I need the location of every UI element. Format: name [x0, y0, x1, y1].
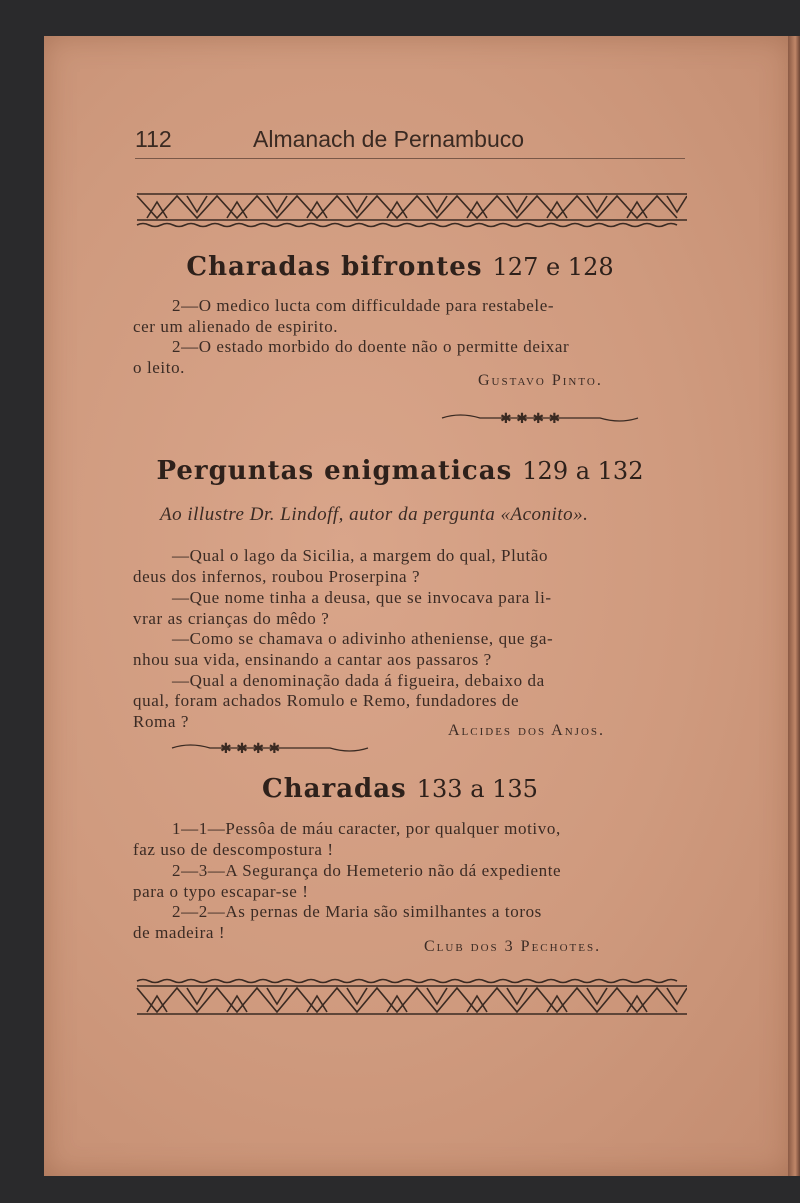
ornament-divider	[440, 410, 640, 426]
svg-text:✱ ✱ ✱ ✱: ✱ ✱ ✱ ✱	[500, 411, 561, 426]
text-line: 2—3—A Segurança do Hemeterio não dá expediente	[172, 861, 562, 880]
text-line: —Qual o lago da Sicilia, a margem do qual, Plutão	[172, 546, 549, 565]
text-line: vrar as crianças do mêdo ?	[133, 609, 330, 628]
decorative-border-bottom	[135, 978, 687, 1018]
ornament-divider	[170, 740, 370, 756]
text-line: faz uso de descompostura !	[133, 840, 334, 859]
text-line: 2—2—As pernas de Maria são similhantes a toros	[172, 902, 542, 921]
running-title: Almanach de Pernambuco	[253, 126, 525, 152]
svg-text:✱ ✱ ✱ ✱: ✱ ✱ ✱ ✱	[220, 741, 281, 756]
text-line: nhou sua vida, ensinando a cantar aos passaros ?	[133, 650, 492, 669]
text-line: 2—O estado morbido do doente não o permitte deixar	[172, 337, 570, 356]
text-line: 1—1—Pessôa de máu caracter, por qualquer motivo,	[172, 819, 561, 838]
dedication: Ao illustre Dr. Lindoff, autor da pergunta «Aconito».	[160, 504, 589, 525]
page-number: 112	[135, 126, 172, 152]
text-line: Roma ?	[133, 712, 190, 731]
section-title-charadas: Charadas 133 a 135	[262, 774, 538, 804]
text-line: para o typo escapar-se !	[133, 882, 309, 901]
text-line: deus dos infernos, roubou Proserpina ?	[133, 567, 421, 586]
author-signature: Alcides dos Anjos.	[448, 722, 606, 739]
book-spine-edge	[788, 36, 800, 1176]
section-title-charadas-bifrontes: Charadas bifrontes 127 e 128	[186, 252, 614, 282]
text-line: de madeira !	[133, 923, 226, 942]
text-line: —Que nome tinha a deusa, que se invocava para li-	[172, 588, 552, 607]
decorative-border-top	[135, 188, 687, 228]
page-header	[135, 124, 685, 159]
text-line: qual, foram achados Romulo e Remo, fundadores de	[133, 691, 520, 710]
text-line: o leito.	[133, 358, 186, 377]
text-line: 2—O medico lucta com difficuldade para restabele-	[172, 296, 555, 315]
text-line: —Qual a denominação dada á figueira, debaixo da	[172, 671, 545, 690]
author-signature: Club dos 3 Pechotes.	[424, 938, 602, 955]
author-signature: Gustavo Pinto.	[478, 372, 603, 389]
text-line: —Como se chamava o adivinho atheniense, que ga-	[172, 629, 554, 648]
text-line: cer um alienado de espirito.	[133, 317, 339, 336]
section-title-perguntas-enigmaticas: Perguntas enigmaticas 129 a 132	[156, 456, 644, 486]
